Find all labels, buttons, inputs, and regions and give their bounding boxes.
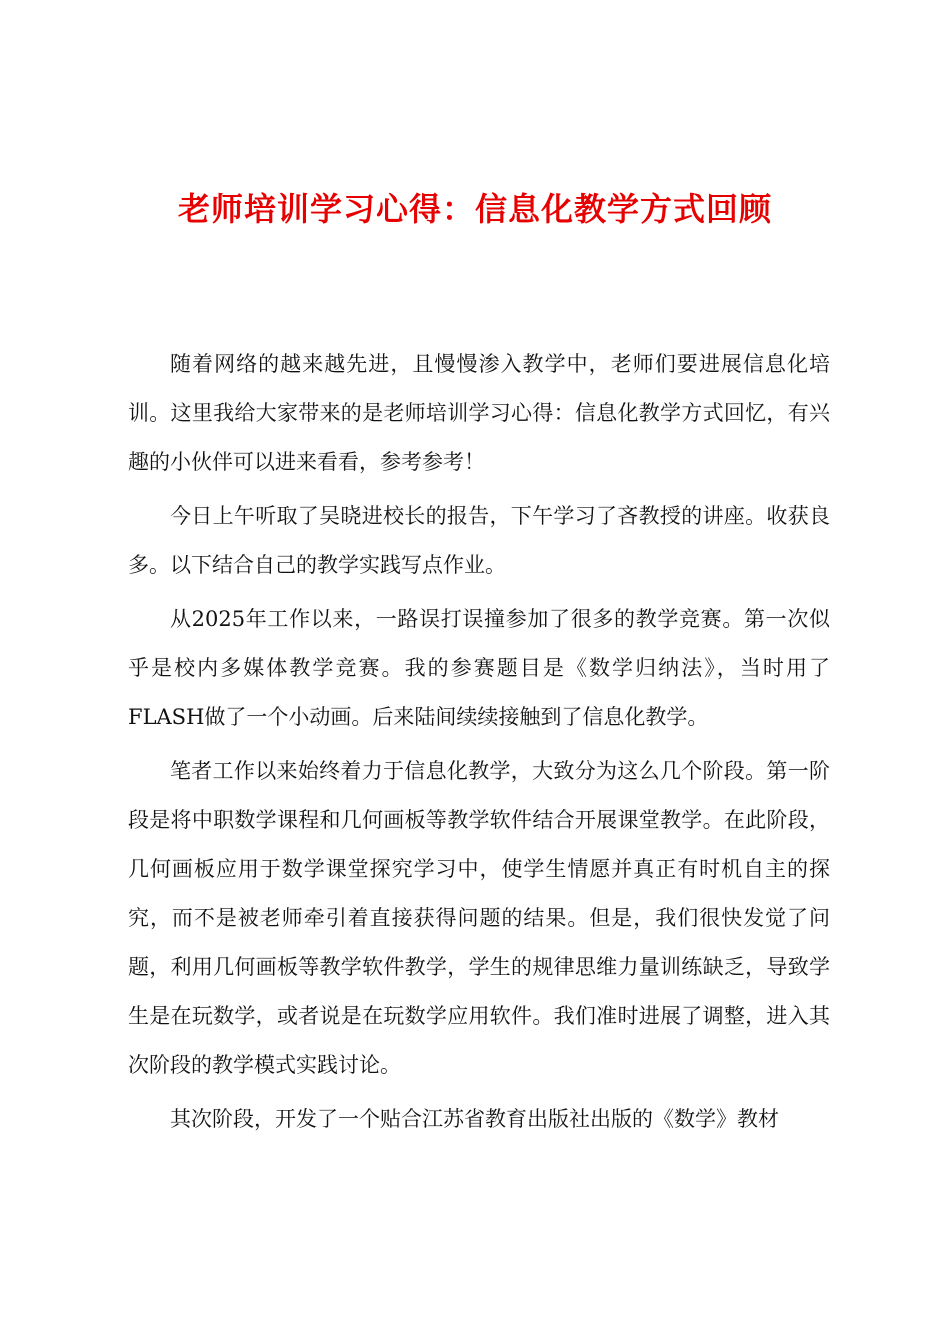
paragraph-2: 今日上午听取了吴晓进校长的报告，下午学习了吝教授的讲座。收获良多。以下结合自己的教学实践写点作业。 xyxy=(128,504,830,577)
document-title: 老师培训学习心得：信息化教学方式回顾 xyxy=(177,190,772,228)
paragraph-3: 从2025年工作以来，一路误打误撞参加了很多的教学竞赛。第一次似乎是校内多媒体教学竞赛。我的参赛题目是《数学归纳法》，当时用了FLASH做了一个小动画。后来陆间续续接触到了信息化教学。 xyxy=(128,607,830,729)
paragraph-1: 随着网络的越来越先进，且慢慢渗入教学中，老师们要进展信息化培训。这里我给大家带来的是老师培训学习心得：信息化教学方式回忆，有兴趣的小伙伴可以进来看看，参考参考！ xyxy=(128,352,830,474)
paragraph-4: 笔者工作以来始终着力于信息化教学，大致分为这么几个阶段。第一阶段是将中职数学课程和几何画板等教学软件结合开展课堂教学。在此阶段，几何画板应用于数学课堂探究学习中，使学生情愿并真正有时机自主的探究，而不是被老师牵引着直接获得问题的结果。但是，我们很快发觉了问题，利用几何画板等教学软件教学，学生的规律思维力量训练缺乏，导致学生是在玩数学，或者说是在玩数学应用软件。我们准时进展了调整，进入其次阶段的教学模式实践讨论。 xyxy=(128,759,830,1077)
document-body xyxy=(128,340,830,1144)
paragraph-5: 其次阶段，开发了一个贴合江苏省教育出版社出版的《数学》教材 xyxy=(170,1107,779,1131)
